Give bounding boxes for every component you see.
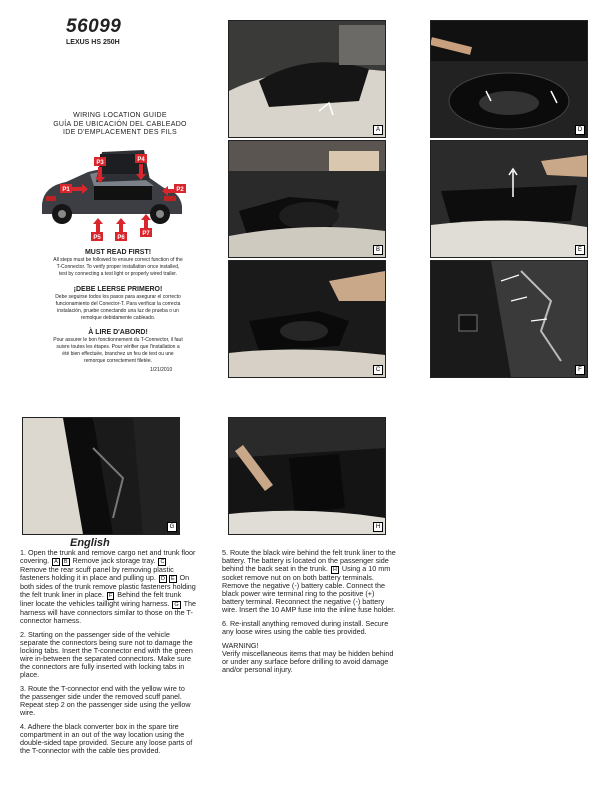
step-4: 4. Adhere the black converter box in the spare tire compartment in an out of the way location using the double-sided tape provided. Secure any loose parts of the T-connector with the cable ties provided. [20,722,193,755]
photo-label-a: A [373,125,383,135]
photo-e [430,140,588,258]
photo-ref-b: B [63,559,68,565]
wiring-guide-title-en: WIRING LOCATION GUIDE [73,112,167,119]
car-label-p2: P2 [176,187,184,193]
wiring-guide-title [20,112,220,138]
debe-leerse-block [18,285,218,322]
photo-d [430,20,588,138]
part-number: 56099 [66,16,122,37]
warning-text: Verify miscellaneous items that may be hidden behind or under any surface before drilling to avoid damage and/or personal injury. [222,649,394,674]
car-label-p6: P6 [117,235,125,241]
car-label-p1: P1 [62,187,70,193]
debe-leerse-heading: ¡DEBE LEERSE PRIMERO! [73,286,163,293]
debe-leerse-line: funcionamiento del Conector-T. Para verificar la correcta [55,301,181,307]
step-1 [20,549,196,625]
photo-c-image [229,261,385,377]
step-5 [222,549,398,614]
step-3: 3. Route the T-connector end with the yellow wire to the passenger side under the removed scuff panel. Repeat step 2 on the passenger side using the yellow wire. [20,684,191,717]
car-label-p4: P4 [137,157,145,163]
vehicle-model: LEXUS HS 250H [66,39,120,46]
photo-c [228,260,386,378]
step-5-text-a: 5. Route the black wire behind the felt trunk liner to the battery. The battery is located on the passenger side behind the back seat in the trunk. [222,548,396,573]
must-read-line: T-Connector. To verify proper installation once installed, [56,264,180,270]
photo-label-b: B [373,245,383,255]
must-read-line: All steps must be followed to ensure correct function of the [53,257,183,263]
step-1-text-d: On both sides of the trunk remove plastic fasteners holding the felt trunk liner in place. [20,573,196,599]
photo-label-h: H [373,522,383,532]
photo-a-image [229,21,385,137]
debe-leerse-line: remolque debidamente cableado. [80,315,156,321]
photo-f-image [431,261,587,377]
step-5-text-b: Using a 10 mm socket remove nut on on both battery terminals. Remove the negative (-) battery cable. Connect the black power wire terminal ring to the positive (+) battery terminal. Reconnect the negative (-) battery wire. Insert the 10 AMP fuse into the inline fuse holder. [222,564,396,614]
photo-d-image [431,21,587,137]
car-label-p3: P3 [96,160,104,166]
step-1-text-a: 1. Open the trunk and remove cargo net and trunk floor covering. [20,548,196,565]
language-heading: English [70,537,110,549]
photo-a [228,20,386,138]
photo-g-image [23,418,179,534]
photo-h [228,417,386,535]
step-2: 2. Starting on the passenger side of the vehicle separate the connectors being sure not to damage the locking tabs. Insert the T-connector end with the green wire in-between the separated connectors. Make sure the connectors are fully inserted with locking tabs in place. [20,630,193,679]
photo-label-g: G [167,522,177,532]
step-1-text-b: Remove jack storage tray. [72,556,156,565]
step-1-text-f: The harness will have connectors similar to those on the T-connector harness. [20,599,196,625]
car-illustration [36,142,186,242]
photo-ref-g: G [174,602,179,608]
photo-b [228,140,386,258]
revision-date: 1/21/2010 [150,367,173,373]
photo-ref-h: H [332,567,337,573]
steps-left [20,549,196,761]
debe-leerse-line: instalación, pruebe conectando una luz de prueba o un [57,308,179,314]
photo-e-image [431,141,587,257]
lire-line: été bien effectuée, branchez un feu de test ou une [62,351,174,357]
photo-ref-e: E [170,576,175,582]
step-1-text-e: Behind the felt trunk liner locate the vehicles taillight wiring harness. [20,590,182,608]
debe-leerse-line: Debe seguirse todos los pasos para asegurar el correcto [55,294,181,300]
lire-line: Pour assurer le bon fonctionnement du T-Connector, il faut [53,337,183,343]
photo-ref-a: A [54,559,58,565]
steps-right [222,549,398,674]
photo-ref-c: C [160,559,165,565]
photo-ref-f: F [108,593,113,599]
lire-block [18,328,218,365]
wiring-guide-title-es: GUÍA DE UBICACIÓN DEL CABLEADO [53,120,187,128]
photo-g [22,417,180,535]
photo-h-image [229,418,385,534]
lire-line: suivre toutes les étapes. Pour vérifier que l'installation a [56,344,180,350]
step-1-text-c: Remove the rear scuff panel by removing plastic fasteners holding it in place and pulling up. [20,565,174,582]
must-read-block [18,248,218,278]
lire-heading: À LIRE D'ABORD! [88,329,148,336]
step-6: 6. Re-install anything removed during install. Secure any loose wires using the cable ties provided. [222,619,389,636]
photo-b-image [229,141,385,257]
car-label-p5: P5 [93,235,101,241]
photo-f [430,260,588,378]
wiring-guide-title-fr: IDE D'EMPLACEMENT DES FILS [62,129,178,136]
warning-title: WARNING! [222,641,259,650]
lire-line: remorque correctement filetée. [83,358,153,364]
photo-ref-d: D [160,576,165,582]
photo-label-e: E [575,245,585,255]
car-label-p7: P7 [142,231,150,237]
photo-label-d: D [575,125,585,135]
photo-label-c: C [373,365,383,375]
car-diagram [36,142,186,242]
must-read-line: test by connecting a test light or properly wired trailer. [58,271,178,277]
must-read-heading: MUST READ FIRST! [84,249,152,256]
photo-label-f: F [575,365,585,375]
